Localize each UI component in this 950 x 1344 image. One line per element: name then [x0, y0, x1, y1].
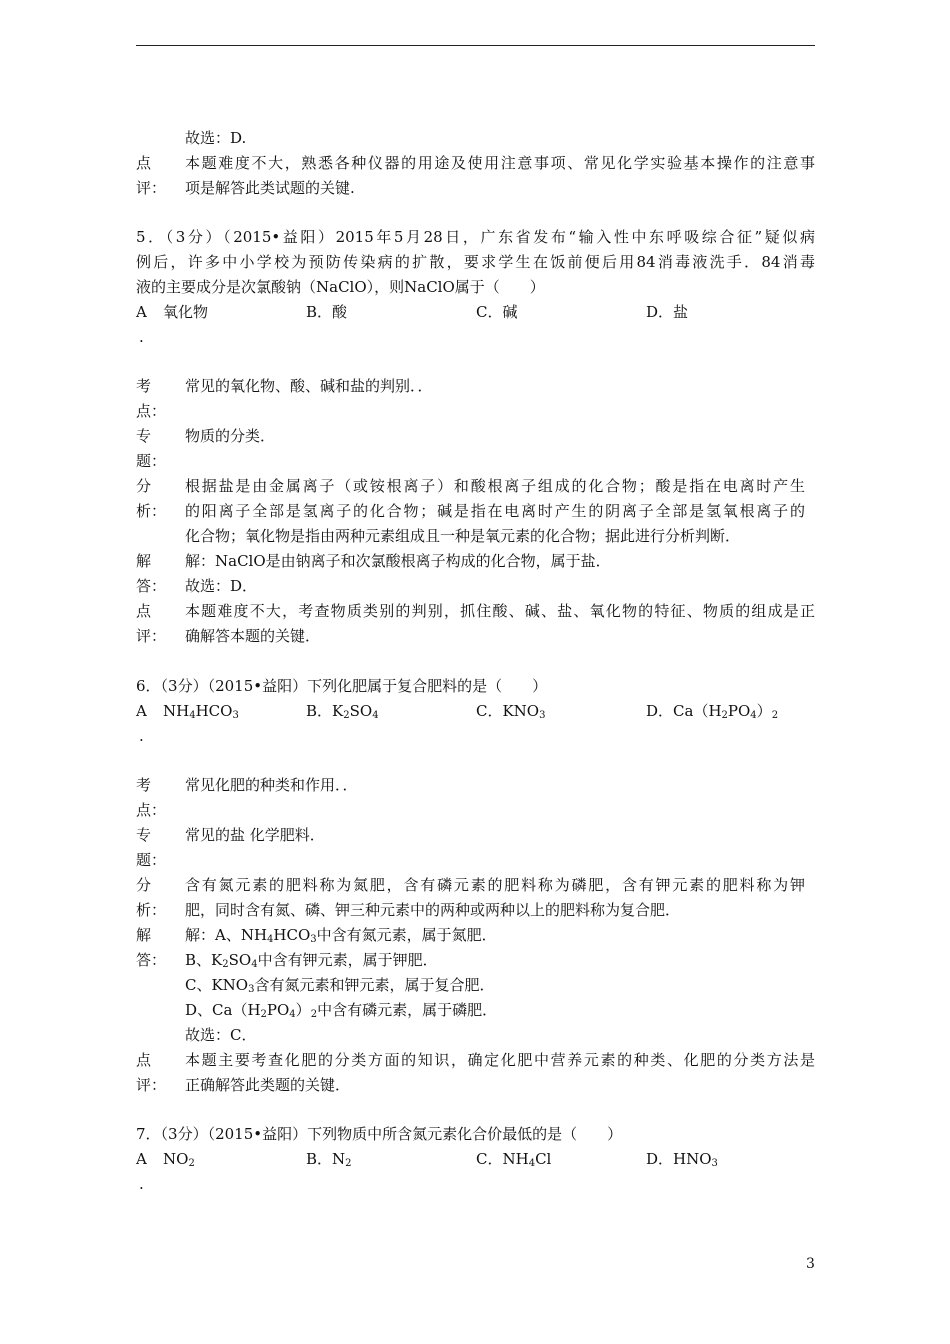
q6-zhuanti-label-2: 题： — [136, 851, 167, 869]
q5-dianping-line-2: 确解答本题的关键． — [185, 627, 321, 645]
q5-stem-line-1: 5．（3分）（2015•益阳）2015年5月28日，广东省发布“输入性中东呼吸综合征”疑似病 — [136, 228, 815, 246]
q6-jieda-line-c: C、$KNO_3$含有氮元素和钾元素，属于复合肥． — [185, 976, 495, 995]
q5-kaodian-label-1: 考 — [136, 377, 152, 395]
q6-jieda-label-1: 解 — [136, 926, 152, 944]
q5-jieda-line-1: 解：NaClO是由钠离子和次氯酸根离子构成的化合物，属于盐． — [185, 552, 611, 570]
q5-dianping-label-2: 评： — [136, 627, 167, 645]
q6-kaodian-label-2: 点： — [136, 801, 167, 819]
q6-kaodian-label-1: 考 — [136, 776, 152, 794]
q7-option-b: B．$N_2$ — [306, 1150, 352, 1169]
q6-zhuanti-label-1: 专 — [136, 826, 152, 844]
q4-comment-line-2: 项是解答此类试题的关键. — [185, 179, 355, 197]
q6-fenxi-label-2: 析： — [136, 901, 167, 919]
q5-option-c: C．碱 — [476, 303, 518, 321]
q4-comment-label-1: 点 — [136, 154, 152, 172]
q5-option-d: D．盐 — [646, 303, 689, 321]
q6-dianping-label-2: 评： — [136, 1076, 167, 1094]
q6-jieda-line-a: 解：A、$NH_4HCO_3$中含有氮元素，属于氮肥． — [185, 926, 497, 945]
q6-jieda-line-b: B、$K_2SO_4$中含有钾元素，属于钾肥． — [185, 951, 438, 970]
q5-option-a-letter: A — [136, 303, 147, 321]
q5-jieda-label-2: 答： — [136, 577, 167, 595]
q5-stem-line-3: 液的主要成分是次氯酸钠（NaClO），则NaClO属于（ ） — [136, 278, 545, 296]
q7-option-a-letter: A — [136, 1150, 147, 1168]
q6-fenxi-label-1: 分 — [136, 876, 152, 894]
q5-dianping-label-1: 点 — [136, 602, 152, 620]
q7-option-c: C．$NH_4Cl$ — [476, 1150, 552, 1169]
q5-zhuanti-label-1: 专 — [136, 427, 152, 445]
q6-option-c: C．$KNO_3$ — [476, 702, 546, 721]
q7-option-d: D．$HNO_3$ — [646, 1150, 718, 1169]
q5-jieda-line-2: 故选：D． — [185, 577, 258, 595]
q4-comment-label-2: 评： — [136, 179, 167, 197]
q6-dianping-line-1: 本题主要考查化肥的分类方面的知识，确定化肥中营养元素的种类、化肥的分类方法是 — [185, 1051, 815, 1069]
q6-option-dot: . — [139, 727, 144, 745]
q5-fenxi-label-1: 分 — [136, 477, 152, 495]
q6-option-a-letter: A — [136, 702, 147, 720]
q5-fenxi-line-2: 的阳离子全部是氢离子的化合物；碱是指在电离时产生的阴离子全部是氢氧根离子的 — [185, 502, 805, 520]
q4-answer: 故选：D. — [185, 129, 247, 147]
q5-zhuanti: 物质的分类． — [185, 427, 276, 445]
header-rule — [136, 45, 815, 46]
q6-dianping-line-2: 正确解答此类题的关键． — [185, 1076, 351, 1094]
q6-kaodian: 常见化肥的种类和作用．． — [185, 776, 358, 794]
q6-option-a: $NH_4HCO_3$ — [163, 702, 239, 721]
q6-zhuanti: 常见的盐 化学肥料． — [185, 826, 325, 844]
q5-stem-line-2: 例后，许多中小学校为预防传染病的扩散，要求学生在饭前便后用84消毒液洗手．84消毒 — [136, 253, 815, 271]
q5-option-dot: . — [139, 328, 144, 346]
q5-fenxi-line-1: 根据盐是由金属离子（或铵根离子）和酸根离子组成的化合物；酸是指在电离时产生 — [185, 477, 805, 495]
q7-stem: 7．（3分）（2015•益阳）下列物质中所含氮元素化合价最低的是（ ） — [136, 1125, 623, 1143]
q5-option-b: B．酸 — [306, 303, 348, 321]
q5-jieda-label-1: 解 — [136, 552, 152, 570]
q6-fenxi-line-1: 含有氮元素的肥料称为氮肥，含有磷元素的肥料称为磷肥，含有钾元素的肥料称为钾 — [185, 876, 805, 894]
q5-fenxi-label-2: 析： — [136, 502, 167, 520]
q6-dianping-label-1: 点 — [136, 1051, 152, 1069]
q6-jieda-line-d: D、$Ca(H_2PO_4)_2$中含有磷元素，属于磷肥． — [185, 1001, 498, 1020]
q5-kaodian-label-2: 点： — [136, 402, 167, 420]
q5-option-a: 氧化物 — [163, 303, 209, 321]
q7-option-dot: . — [139, 1175, 144, 1193]
q6-option-d: D．$Ca(H_2PO_4)_2$ — [646, 702, 779, 721]
page-number: 3 — [806, 1256, 815, 1272]
q5-dianping-line-1: 本题难度不大，考查物质类别的判别，抓住酸、碱、盐、氧化物的特征、物质的组成是正 — [185, 602, 815, 620]
q6-option-b: B．$K_2SO_4$ — [306, 702, 379, 721]
q5-zhuanti-label-2: 题： — [136, 452, 167, 470]
q4-comment-line-1: 本题难度不大，熟悉各种仪器的用途及使用注意事项、常见化学实验基本操作的注意事 — [185, 154, 815, 172]
q5-fenxi-line-3: 化合物；氧化物是指由两种元素组成且一种是氧元素的化合物；据此进行分析判断． — [185, 527, 741, 545]
q6-stem: 6．（3分）（2015•益阳）下列化肥属于复合肥料的是（ ） — [136, 677, 548, 695]
q6-fenxi-line-2: 肥，同时含有氮、磷、钾三种元素中的两种或两种以上的肥料称为复合肥． — [185, 901, 681, 919]
q5-kaodian: 常见的氧化物、酸、碱和盐的判别．． — [185, 377, 433, 395]
q6-jieda-label-2: 答： — [136, 951, 167, 969]
q6-jieda-answer: 故选：C． — [185, 1026, 257, 1044]
q7-option-a: $NO_2$ — [163, 1150, 195, 1169]
